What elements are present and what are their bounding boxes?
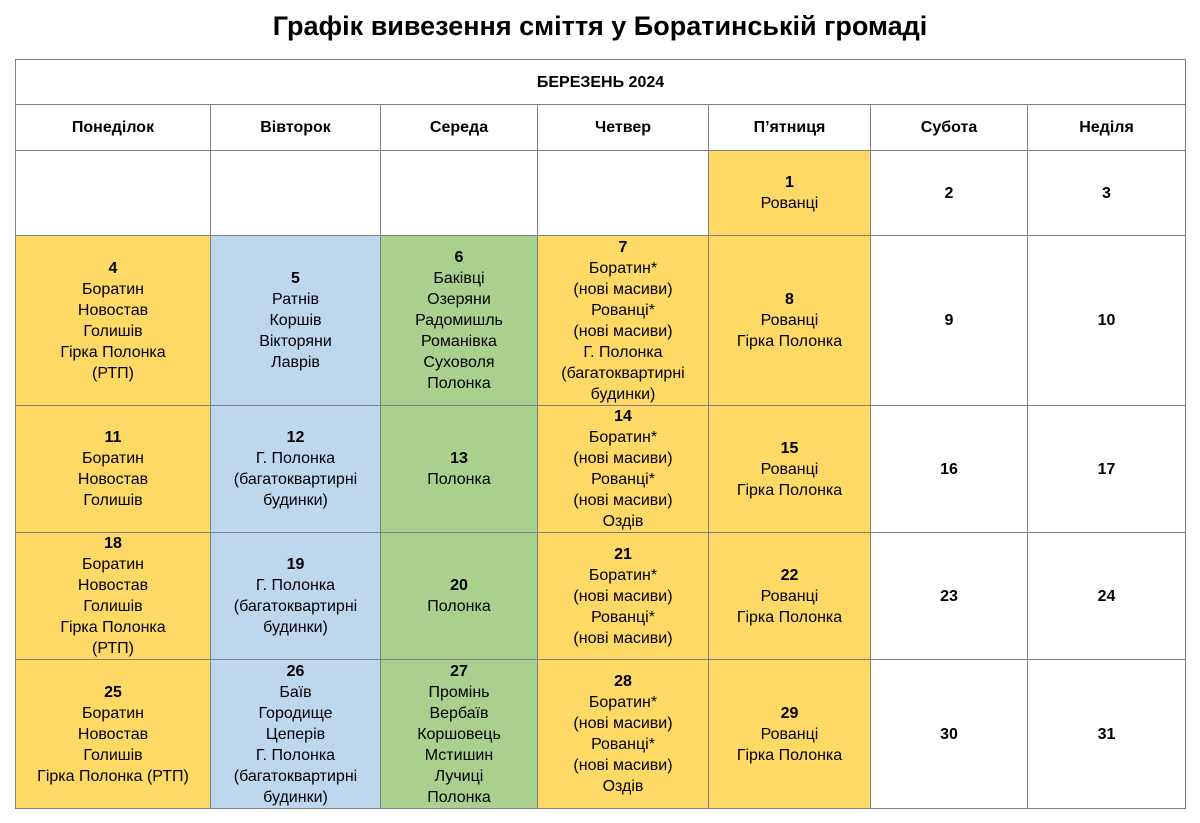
location-line: (РТП) [92, 364, 134, 382]
day-number: 15 [780, 439, 799, 457]
weekday-header: Четвер [538, 105, 709, 151]
day-number: 24 [1097, 587, 1116, 605]
location-line: Полонка [427, 598, 491, 615]
day-cell [381, 660, 538, 809]
location-line: Оздів [602, 778, 644, 795]
day-number: 18 [104, 535, 122, 552]
day-number: 19 [286, 556, 305, 573]
weekday-header: Вівторок [211, 105, 381, 151]
week-row [16, 533, 1186, 660]
location-line: Лучиці [434, 767, 484, 785]
day-cell [16, 236, 211, 406]
day-cell [211, 151, 381, 236]
location-line: Баківці [433, 270, 485, 287]
location-line: Мстишин [424, 746, 494, 764]
location-line: (багатоквартирні [561, 364, 685, 382]
location-line: Боратин* [588, 694, 658, 711]
day-number: 5 [291, 270, 300, 287]
day-number: 3 [1102, 184, 1111, 202]
location-line: Боратин* [588, 429, 658, 446]
day-number: 27 [450, 662, 468, 680]
schedule-table [15, 59, 1186, 809]
location-line: Радомишль [415, 312, 503, 329]
location-line: будинки) [263, 788, 328, 806]
location-line: Рованці* [591, 471, 655, 488]
day-number: 30 [940, 725, 958, 743]
location-line: Гірка Полонка [736, 746, 843, 764]
location-line: Г. Полонка [583, 343, 663, 361]
day-number: 14 [614, 408, 632, 425]
location-line: Боратин [82, 450, 144, 467]
location-line: Цеперів [265, 725, 326, 743]
day-number: 22 [780, 566, 799, 584]
day-cell [1028, 533, 1186, 660]
location-line: Гірка Полонка [736, 481, 843, 499]
location-line: Голишів [83, 746, 143, 764]
location-line: будинки) [263, 492, 328, 509]
day-number: 10 [1097, 312, 1116, 329]
day-number: 31 [1097, 725, 1116, 743]
day-number: 7 [618, 238, 628, 256]
location-line: (нові масиви) [573, 629, 673, 647]
location-line: Новостав [77, 577, 149, 594]
location-line: Коршів [269, 312, 322, 329]
day-cell [709, 236, 871, 406]
day-cell [16, 533, 211, 660]
location-line: Г. Полонка [255, 746, 336, 764]
weekday-header: Субота [871, 105, 1028, 151]
day-number: 4 [108, 259, 118, 277]
day-number: 23 [940, 587, 958, 605]
location-line: Рованці [760, 725, 819, 743]
location-line: Гірка Полонка [736, 608, 843, 626]
day-cell [538, 151, 709, 236]
location-line: Голишів [83, 598, 143, 615]
location-line: Гірка Полонка [60, 619, 166, 636]
day-cell [211, 660, 381, 809]
location-line: Рованці [760, 460, 819, 478]
location-line: Промінь [428, 683, 490, 701]
day-cell [871, 236, 1028, 406]
location-line: Городище [258, 704, 333, 722]
day-number: 2 [944, 184, 954, 202]
day-number: 29 [780, 704, 799, 722]
day-cell [381, 151, 538, 236]
day-cell [871, 533, 1028, 660]
location-line: (нові масиви) [573, 492, 673, 509]
location-line: (багатоквартирні [233, 767, 358, 785]
location-line: Ратнів [272, 291, 319, 308]
location-line: Гірка Полонка (РТП) [37, 767, 189, 785]
location-line: Коршовець [417, 725, 501, 743]
location-line: Рованці [760, 587, 819, 605]
day-number: 9 [944, 312, 954, 329]
day-number: 11 [104, 429, 122, 446]
day-number: 1 [785, 174, 794, 191]
location-line: Боратин* [588, 566, 658, 584]
location-line: Новостав [77, 301, 149, 319]
day-cell [381, 236, 538, 406]
page-title: Графік вивезення сміття у Боратинській громаді [272, 11, 928, 41]
location-line: Боратин [82, 556, 144, 573]
weekday-header: Середа [381, 105, 538, 151]
day-cell [211, 236, 381, 406]
location-line: будинки) [263, 619, 328, 636]
location-line: Суховоля [423, 354, 495, 371]
location-line: (багатоквартирні [233, 471, 358, 488]
week-row [16, 660, 1186, 809]
day-cell [871, 406, 1028, 533]
day-number: 21 [614, 545, 632, 563]
month-row [16, 60, 1186, 105]
day-cell [211, 533, 381, 660]
weekday-header: Понеділок [16, 105, 211, 151]
location-line: Полонка [427, 471, 491, 488]
day-cell [871, 660, 1028, 809]
location-line: Рованці* [591, 608, 655, 626]
location-line: Рованці [760, 195, 819, 212]
day-cell [16, 151, 211, 236]
location-line: Рованці [760, 312, 819, 329]
day-cell [1028, 660, 1186, 809]
day-cell [1028, 406, 1186, 533]
weekday-header: Неділя [1028, 105, 1186, 151]
location-line: (нові масиви) [573, 757, 673, 774]
day-number: 6 [454, 249, 464, 266]
day-cell [709, 660, 871, 809]
week-row [16, 151, 1186, 236]
location-line: Новостав [77, 725, 149, 743]
day-number: 13 [450, 450, 468, 467]
location-line: (нові масиви) [573, 280, 673, 298]
location-line: Полонка [427, 788, 491, 806]
day-number: 20 [450, 577, 468, 594]
location-line: Голишів [83, 492, 143, 509]
day-cell [709, 406, 871, 533]
day-cell [538, 660, 709, 809]
day-number: 16 [940, 460, 958, 478]
day-number: 25 [104, 683, 122, 701]
location-line: (нові масиви) [573, 715, 673, 732]
day-number: 8 [785, 291, 794, 308]
day-cell [16, 660, 211, 809]
week-row [16, 406, 1186, 533]
location-line: Г. Полонка [255, 450, 336, 467]
day-cell [538, 406, 709, 533]
location-line: Г. Полонка [255, 577, 336, 594]
location-line: Гірка Полонка [60, 343, 166, 361]
location-line: будинки) [590, 385, 656, 403]
location-line: Лаврів [271, 354, 320, 371]
location-line: Вербаїв [429, 704, 489, 722]
location-line: (багатоквартирні [233, 598, 358, 615]
weekday-header: П’ятниця [709, 105, 871, 151]
day-cell [709, 533, 871, 660]
location-line: Новостав [77, 471, 149, 488]
week-row [16, 236, 1186, 406]
location-line: Романівка [421, 333, 497, 350]
day-cell [871, 151, 1028, 236]
day-number: 26 [286, 662, 305, 680]
location-line: Оздів [602, 513, 644, 530]
day-cell [16, 406, 211, 533]
location-line: Боратин [82, 704, 144, 722]
location-line: Вікторяни [259, 333, 332, 350]
day-cell [1028, 236, 1186, 406]
weekday-header-row [16, 105, 1186, 151]
day-number: 28 [614, 673, 632, 690]
day-cell [1028, 151, 1186, 236]
day-number: 12 [286, 429, 305, 446]
location-line: Боратин* [588, 259, 658, 277]
day-cell [538, 236, 709, 406]
location-line: Баїв [279, 683, 312, 701]
day-cell [381, 533, 538, 660]
day-cell [211, 406, 381, 533]
location-line: Гірка Полонка [736, 333, 843, 350]
day-number: 17 [1097, 460, 1116, 478]
location-line: Боратин [82, 280, 144, 298]
location-line: (нові масиви) [573, 322, 673, 340]
day-cell [709, 151, 871, 236]
month-header: БЕРЕЗЕНЬ 2024 [16, 60, 1186, 105]
location-line: Полонка [427, 375, 491, 392]
day-cell [381, 406, 538, 533]
location-line: Рованці* [591, 301, 655, 319]
location-line: Озеряни [427, 291, 491, 308]
location-line: (РТП) [92, 640, 134, 657]
location-line: Рованці* [591, 736, 655, 753]
location-line: (нові масиви) [573, 587, 673, 605]
location-line: Голишів [83, 322, 143, 340]
location-line: (нові масиви) [573, 450, 673, 467]
day-cell [538, 533, 709, 660]
